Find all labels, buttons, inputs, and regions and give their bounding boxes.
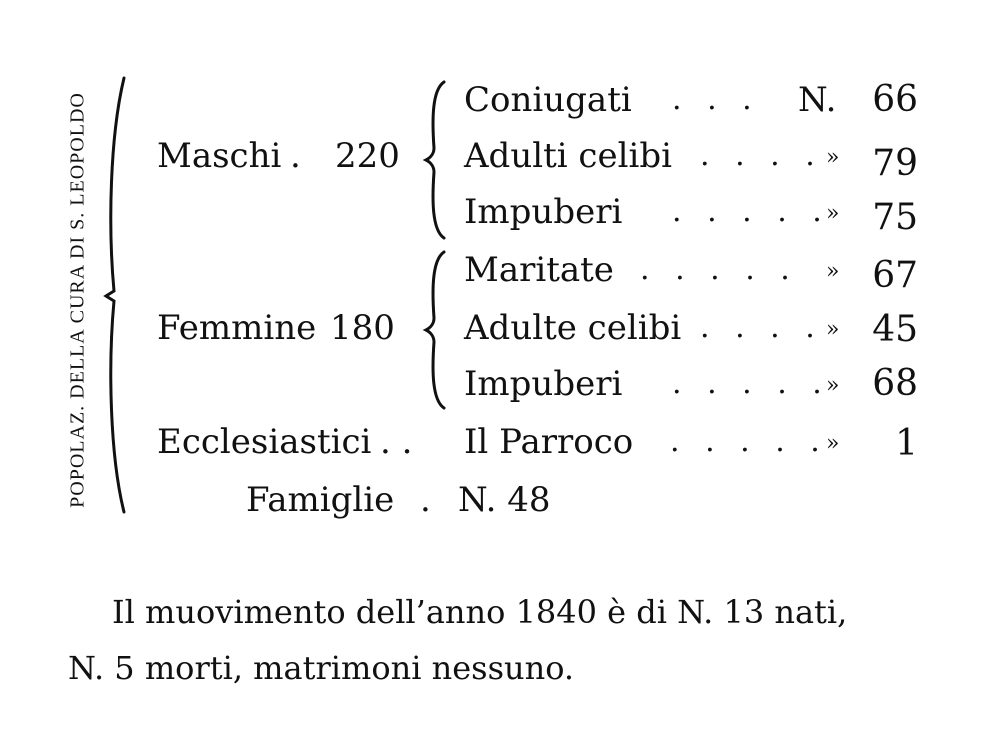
maschi-row-2-value: 79 xyxy=(872,143,918,184)
femmine-row-1-label: Maritate xyxy=(464,250,614,290)
paragraph-line-2: N. 5 morti, matrimoni nessuno. xyxy=(68,649,575,687)
ecclesiastici-row-leader: . . . . . xyxy=(670,424,828,459)
maschi-row-2-leader: . . . . xyxy=(700,138,823,173)
maschi-row-1-marker: N. xyxy=(798,80,837,120)
outer-bracket xyxy=(104,76,134,516)
maschi-row-2-label: Adulti celibi xyxy=(464,136,672,176)
femmine-row-1-leader: . . . . . xyxy=(640,252,798,287)
maschi-row-3-value: 75 xyxy=(872,197,918,238)
femmine-row-3-value: 68 xyxy=(872,363,918,404)
maschi-row-1-value: 66 xyxy=(872,79,918,120)
femmine-row-3-label: Impuberi xyxy=(464,364,623,404)
maschi-leader: . xyxy=(290,136,301,176)
side-label-text: POPOLAZ. DELLA CURA DI S. LEOPOLDO xyxy=(66,92,89,508)
femmine-row-2-marker: » xyxy=(826,317,840,342)
femmine-label: Femmine xyxy=(157,308,317,348)
famiglie-value: N. 48 xyxy=(458,480,551,520)
maschi-row-3-label: Impuberi xyxy=(464,192,623,232)
maschi-row-2-marker: » xyxy=(826,145,840,170)
maschi-row-1-leader: . . . xyxy=(672,82,760,117)
ecclesiastici-row-label: Il Parroco xyxy=(464,422,634,462)
femmine-row-1-marker: » xyxy=(826,259,840,284)
femmine-row-2-label: Adulte celibi xyxy=(464,308,682,348)
femmine-row-2-leader: . . . . xyxy=(700,310,823,345)
femmine-row-2-value: 45 xyxy=(872,309,918,350)
maschi-brace xyxy=(424,80,448,240)
maschi-total: 220 xyxy=(335,136,400,176)
femmine-brace xyxy=(424,250,448,410)
femmine-row-1-value: 67 xyxy=(872,255,918,296)
side-label xyxy=(63,72,93,528)
ecclesiastici-label: Ecclesiastici xyxy=(157,422,372,462)
femmine-row-3-marker: » xyxy=(826,373,840,398)
femmine-total: 180 xyxy=(330,308,395,348)
famiglie-leader: . xyxy=(420,480,431,520)
femmine-row-3-leader: . . . . . xyxy=(672,366,830,401)
maschi-row-3-leader: . . . . . xyxy=(672,194,830,229)
ecclesiastici-row-value: 1 xyxy=(895,423,918,464)
ecclesiastici-row-marker: » xyxy=(826,431,840,456)
maschi-label: Maschi xyxy=(157,136,282,176)
maschi-row-3-marker: » xyxy=(826,201,840,226)
famiglie-label: Famiglie xyxy=(246,480,395,520)
ecclesiastici-leader: . . xyxy=(380,422,413,462)
maschi-row-1-label: Coniugati xyxy=(464,80,632,120)
paragraph-line-1: Il muovimento dell’anno 1840 è di N. 13 nati, xyxy=(112,593,848,631)
